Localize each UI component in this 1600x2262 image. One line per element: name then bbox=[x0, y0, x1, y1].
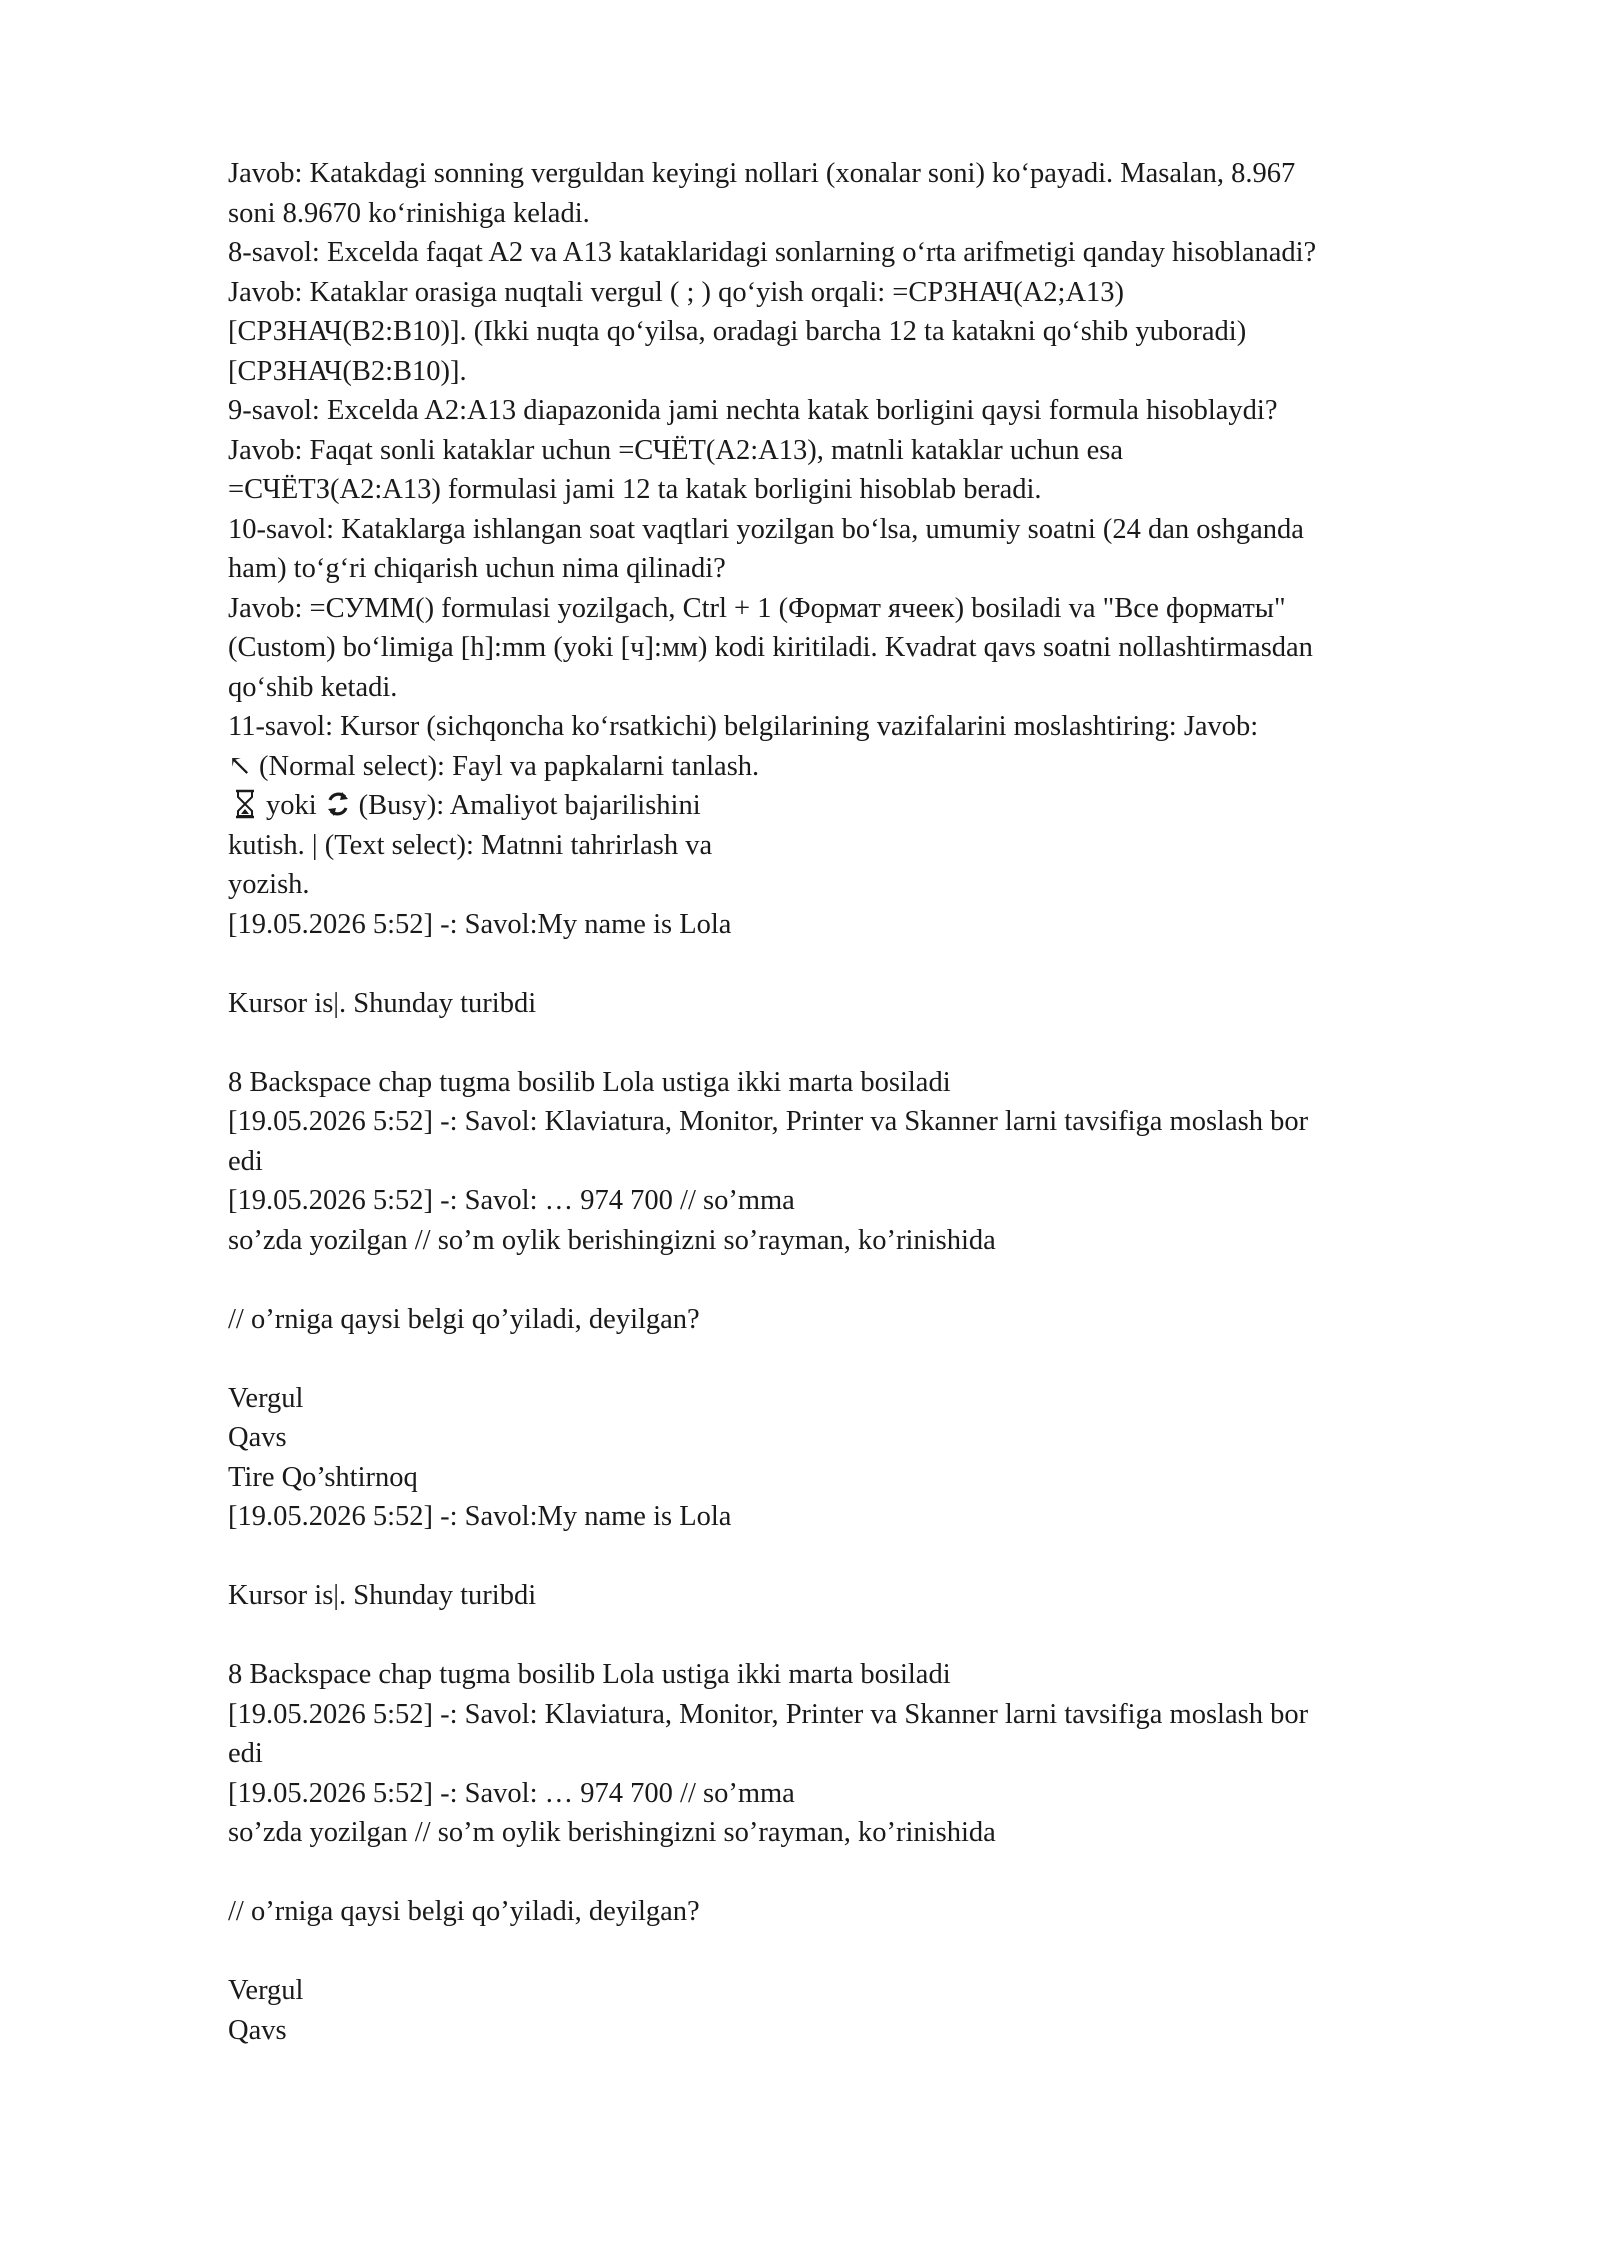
chat-text-line: yozish. bbox=[228, 869, 310, 900]
chat-text-line: [19.05.2026 5:52] -: Savol:My name is Lola bbox=[228, 1501, 732, 1532]
question-text-line: =СЧЁТЗ(A2:A13) formulasi jami 12 ta katak borligini hisoblab beradi. bbox=[228, 474, 1042, 505]
hourglass-icon bbox=[234, 789, 256, 819]
chat-text-line: [19.05.2026 5:52] -: Savol: … 974 700 // so’mma bbox=[228, 1185, 795, 1216]
chat-text-line: // o’rniga qaysi belgi qo’yiladi, deyilgan? bbox=[228, 1896, 700, 1927]
question-text-line: 8-savol: Excelda faqat A2 va A13 kataklaridagi sonlarning o‘rta arifmetigi qanday hisoblanadi? bbox=[228, 237, 1317, 268]
busy-yoki-label: yoki bbox=[266, 790, 317, 821]
question-text-line: Javob: Kataklar orasiga nuqtali vergul ( ; ) qo‘yish orqali: =СРЗНАЧ(A2;A13) bbox=[228, 276, 1125, 308]
question-text-line: ham) to‘g‘ri chiqarish uchun nima qilinadi? bbox=[228, 553, 726, 584]
chat-text-line: [19.05.2026 5:52] -: Savol: … 974 700 // so’mma bbox=[228, 1777, 795, 1809]
question-text-line: (Custom) bo‘limiga [h]:mm (yoki [ч]:мм) kodi kiritiladi. Kvadrat qavs soatni nollashtirmasdan bbox=[228, 632, 1313, 663]
question-text-line: [СРЗНАЧ(B2:B10)]. (Ikki nuqta qo‘yilsa, oradagi barcha 12 ta katakni qo‘shib yuboradi) bbox=[228, 316, 1247, 347]
blank-line bbox=[228, 1932, 1508, 1972]
refresh-arrows-icon bbox=[325, 790, 351, 818]
text-block-questions bbox=[228, 154, 1508, 747]
cursor-normal-line bbox=[228, 747, 1508, 787]
question-text-line: 11-savol: Kursor (sichqoncha ko‘rsatkichi) belgilarining vazifalarini moslashtiring: Javob: bbox=[228, 711, 1259, 742]
chat-text-line: [19.05.2026 5:52] -: Savol: Klaviatura, Monitor, Printer va Skanner larni tavsifiga moslash bor bbox=[228, 1698, 1309, 1730]
chat-text-line: Vergul bbox=[228, 1382, 304, 1414]
question-text-line: Javob: Katakdagi sonning verguldan keyingi nollari (xonalar soni) ko‘payadi. Masalan, 8.967 bbox=[228, 158, 1296, 189]
chat-text-line: so’zda yozilgan // so’m oylik berishingizni so’rayman, ko’rinishida bbox=[228, 1817, 996, 1848]
chat-text-line: Kursor is|. Shunday turibdi bbox=[228, 987, 537, 1019]
blank-line bbox=[228, 1853, 1508, 1893]
busy-text: (Busy): Amaliyot bajarilishini bbox=[358, 790, 701, 821]
chat-text-line: Qavs bbox=[228, 2014, 287, 2046]
question-text-line: 9-savol: Excelda A2:A13 diapazonida jami nechta katak borligini qaysi formula hisoblaydi? bbox=[228, 395, 1278, 426]
question-text-line: soni 8.9670 ko‘rinishiga keladi. bbox=[228, 197, 590, 229]
text-block-chat bbox=[228, 826, 1508, 2051]
blank-line bbox=[228, 1537, 1508, 1577]
cursor-busy-line bbox=[228, 786, 1508, 826]
chat-text-line: Kursor is|. Shunday turibdi bbox=[228, 1580, 537, 1611]
chat-text-line: [19.05.2026 5:52] -: Savol:My name is Lola bbox=[228, 908, 732, 940]
blank-line bbox=[228, 1260, 1508, 1300]
blank-line bbox=[228, 944, 1508, 984]
chat-text-line: kutish. | (Text select): Matnni tahrirlash va bbox=[228, 829, 713, 861]
question-text-line: 10-savol: Kataklarga ishlangan soat vaqtlari yozilgan bo‘lsa, umumiy soatni (24 dan oshganda bbox=[228, 513, 1304, 545]
cursor-normal-text: (Normal select): Fayl va papkalarni tanlash. bbox=[251, 750, 760, 782]
question-text-line: Javob: =СУММ() formulasi yozilgach, Ctrl + 1 (Формат ячеек) bosiladi va "Все форматы" bbox=[228, 592, 1286, 624]
blank-line bbox=[228, 1023, 1508, 1063]
chat-text-line: Qavs bbox=[228, 1422, 287, 1453]
chat-text-line: so’zda yozilgan // so’m oylik berishingizni so’rayman, ko’rinishida bbox=[228, 1224, 996, 1256]
chat-text-line: [19.05.2026 5:52] -: Savol: Klaviatura, Monitor, Printer va Skanner larni tavsifiga moslash bor bbox=[228, 1106, 1309, 1137]
document-body bbox=[228, 154, 1508, 2050]
blank-line bbox=[228, 1339, 1508, 1379]
chat-text-line: edi bbox=[228, 1738, 263, 1769]
arrow-cursor-icon: ↖ bbox=[228, 750, 252, 782]
question-text-line: qo‘shib ketadi. bbox=[228, 671, 398, 703]
question-text-line: [СРЗНАЧ(B2:B10)]. bbox=[228, 355, 467, 387]
chat-text-line: edi bbox=[228, 1145, 263, 1177]
chat-text-line: // o’rniga qaysi belgi qo’yiladi, deyilgan? bbox=[228, 1303, 700, 1335]
chat-text-line: 8 Backspace chap tugma bosilib Lola ustiga ikki marta bosiladi bbox=[228, 1066, 951, 1098]
blank-line bbox=[228, 1616, 1508, 1656]
question-text-line: Javob: Faqat sonli kataklar uchun =СЧЁТ(A2:A13), matnli kataklar uchun esa bbox=[228, 434, 1123, 466]
chat-text-line: Tire Qo’shtirnoq bbox=[228, 1461, 418, 1493]
chat-text-line: 8 Backspace chap tugma bosilib Lola ustiga ikki marta bosiladi bbox=[228, 1659, 951, 1690]
chat-text-line: Vergul bbox=[228, 1975, 304, 2006]
